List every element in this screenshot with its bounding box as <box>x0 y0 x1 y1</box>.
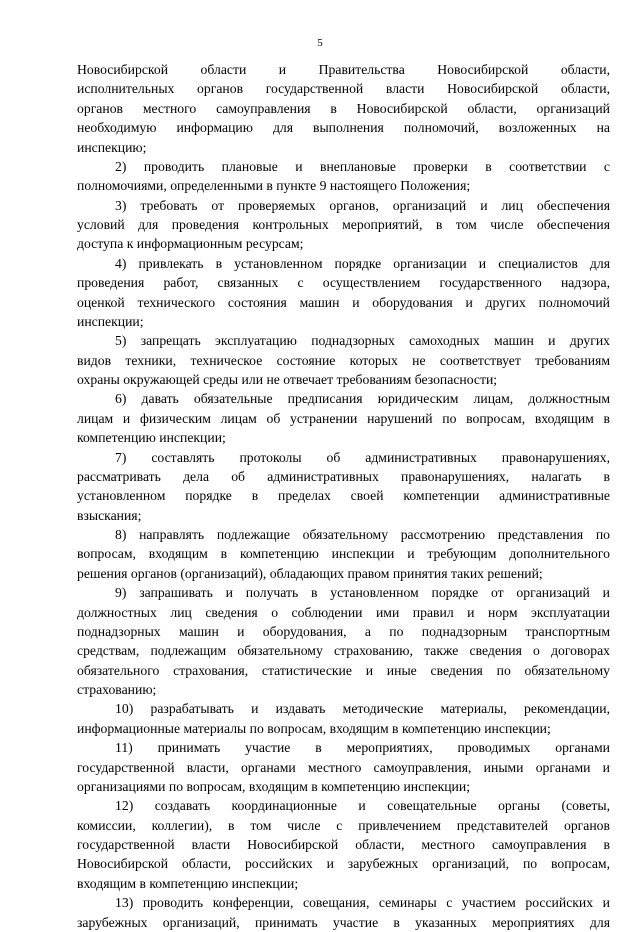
paragraph <box>77 796 610 893</box>
text-line: охраны окружающей среды или не отвечает требованиям безопасности; <box>77 372 498 387</box>
paragraph <box>77 448 610 526</box>
text-line: 5) запрещать эксплуатацию поднадзорных самоходных машин и других <box>115 333 610 349</box>
text-line: комиссии, коллегии), в том числе с привлечением представителей органов <box>77 817 610 833</box>
text-line: 9) запрашивать и получать в установленном порядке от организаций и <box>115 585 610 601</box>
text-line: органов местного самоуправления в Новосибирской области, организаций <box>77 100 610 116</box>
text-line: вопросам, входящим в компетенцию инспекции и требующим дополнительного <box>77 546 610 562</box>
text-line: 11) принимать участие в мероприятиях, проводимых органами <box>115 740 610 756</box>
text-line: рассматривать дела об административных правонарушениях, налагать в <box>77 468 610 484</box>
paragraph <box>77 893 610 932</box>
text-line: видов техники, техническое состояние которых не соответствует требованиям <box>77 352 610 368</box>
text-line: лицам и физическим лицам об устранении нарушений по вопросам, входящим в <box>77 410 610 426</box>
text-line: условий для проведения контрольных мероприятий, в том числе обеспечения <box>77 217 610 232</box>
text-line: 7) составлять протоколы об административных правонарушениях, <box>115 449 610 465</box>
text-line: взыскания; <box>77 507 142 523</box>
paragraph <box>77 157 610 196</box>
text-line: проведения работ, связанных с осуществлением государственного надзора, <box>77 275 610 291</box>
paragraph <box>77 196 610 254</box>
text-line: доступа к информационным ресурсам; <box>77 236 304 252</box>
text-line: необходимую информацию для выполнения полномочий, возложенных на <box>77 120 610 136</box>
text-line: инспекцию; <box>77 139 147 155</box>
text-line: 4) привлекать в установленном порядке организации и специалистов для <box>115 255 610 271</box>
paragraph <box>77 525 610 583</box>
text-line: страхованию; <box>77 682 157 697</box>
text-line: Новосибирской области и Правительства Новосибирской области, <box>77 62 610 77</box>
page-number: 5 <box>317 37 323 49</box>
paragraph <box>77 254 610 332</box>
text-line: 13) проводить конференции, совещания, семинары с участием российских и <box>115 895 610 911</box>
text-line: обязательного страхования, статистические и иные сведения по обязательному <box>77 662 610 678</box>
text-line: 2) проводить плановые и внеплановые проверки в соответствии с <box>115 158 610 174</box>
text-line: должностных лиц сведения о соблюдении ими правил и норм эксплуатации <box>77 604 610 620</box>
text-line: 12) создавать координационные и совещательные органы (советы, <box>115 798 610 814</box>
paragraph <box>77 699 610 738</box>
text-line: средствам, подлежащим обязательному страхованию, также сведения о договорах <box>77 643 610 659</box>
paragraph <box>77 583 610 699</box>
text-line: Новосибирской области, российских и зарубежных организаций, по вопросам, <box>77 856 610 872</box>
text-line: решения органов (организаций), обладающих правом принятия таких решений; <box>77 565 543 581</box>
text-line: 3) требовать от проверяемых органов, организаций и лиц обеспечения <box>115 197 610 213</box>
text-line: государственной власти Новосибирской области, местного самоуправления в <box>77 837 610 852</box>
text-line: компетенцию инспекции; <box>77 430 226 446</box>
text-line: зарубежных организаций, принимать участие в указанных мероприятиях для <box>77 914 610 930</box>
text-line: поднадзорных машин и оборудования, а по поднадзорным транспортным <box>77 623 610 639</box>
text-line: 10) разрабатывать и издавать методические материалы, рекомендации, <box>115 701 610 717</box>
text-line: 8) направлять подлежащие обязательному рассмотрению представления по <box>115 527 610 542</box>
text-line: 6) давать обязательные предписания юридическим лицам, должностным <box>115 391 610 407</box>
text-line: организациями по вопросам, входящим в компетенцию инспекции; <box>77 778 470 794</box>
document-body <box>77 60 610 932</box>
paragraph <box>77 738 610 796</box>
text-line: полномочиями, определенными в пункте 9 настоящего Положения; <box>77 178 471 194</box>
paragraph <box>77 60 610 157</box>
text-line: исполнительных органов государственной власти Новосибирской области, <box>77 81 610 97</box>
text-line: входящим в компетенцию инспекции; <box>77 875 299 891</box>
text-line: государственной власти, органами местного самоуправления, иными органами и <box>77 759 610 775</box>
paragraph <box>77 331 610 389</box>
text-line: оценкой технического состояния машин и оборудования и других полномочий <box>77 294 610 310</box>
text-line: установленном порядке в пределах своей компетенции административные <box>77 488 610 504</box>
text-line: инспекции; <box>77 313 144 329</box>
text-line: информационные материалы по вопросам, входящим в компетенцию инспекции; <box>77 720 551 736</box>
paragraph <box>77 389 610 447</box>
